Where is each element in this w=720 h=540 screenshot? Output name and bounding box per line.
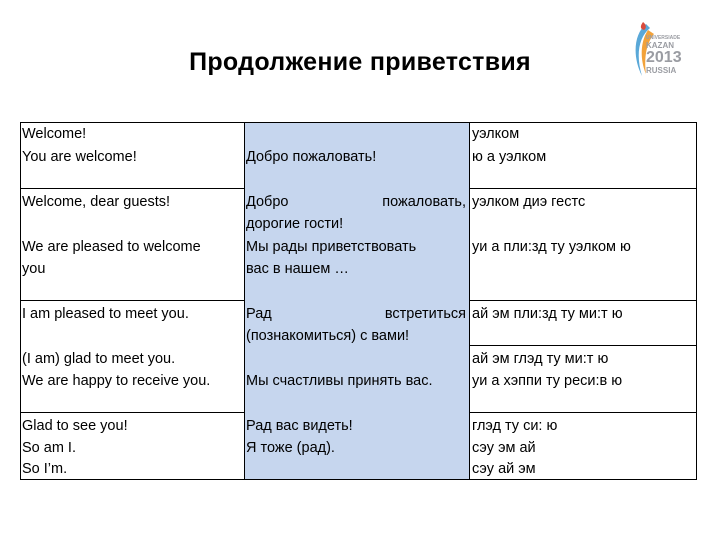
table-cell: глэд ту си: ю [472, 418, 558, 434]
table-cell: ай эм пли:зд ту ми:т ю [472, 306, 623, 322]
table-cell: So I’m. [22, 461, 68, 477]
table-cell [246, 191, 466, 213]
slide-title: Продолжение приветствия [189, 48, 531, 76]
table-cell: We are pleased to welcome [22, 239, 201, 255]
logo-text: UNIVERSIADE KAZAN 2013 RUSSIA [646, 35, 682, 75]
table-cell: уи а хэппи ту реси:в ю [472, 373, 623, 389]
table-cell: вас в нашем … [246, 261, 349, 277]
table-cell: you [22, 261, 46, 277]
table-cell-word: Добро [246, 194, 289, 210]
table-cell-word: пожаловать, [382, 194, 466, 210]
table-cell: уи а пли:зд ту уэлком ю [472, 239, 631, 255]
table-cell: Welcome! [22, 126, 87, 142]
table-cell: (I am) glad to meet you. [22, 351, 176, 367]
table-cell: уэлком диэ гестс [472, 194, 586, 210]
table-cell: ю а уэлком [472, 149, 547, 165]
table-cell: You are welcome! [22, 149, 137, 165]
table-cell: Мы счастливы принять вас. [246, 373, 433, 389]
table-cell: Glad to see you! [22, 418, 128, 434]
table-cell: дорогие гости! [246, 216, 344, 232]
table-cell: (познакомиться) с вами! [246, 328, 410, 344]
table-cell: сэу эм ай [472, 440, 536, 456]
table-cell: Welcome, dear guests! [22, 194, 171, 210]
table-cell: So am I. [22, 440, 76, 456]
phrase-table [20, 122, 697, 480]
table-cell: I am pleased to meet you. [22, 306, 189, 322]
table-cell-word: встретиться [384, 306, 466, 322]
table-cell: Добро пожаловать! [246, 149, 377, 165]
table-cell-word: Рад [246, 306, 272, 322]
table-cell: Я тоже (рад). [246, 440, 335, 456]
table-cell: сэу ай эм [472, 461, 536, 477]
table-cell: Мы рады приветствовать [246, 239, 417, 255]
table-cell: ай эм глэд ту ми:т ю [472, 351, 609, 367]
table-cell: Рад вас видеть! [246, 418, 353, 434]
table-cell [246, 303, 466, 325]
universiade-logo [622, 14, 694, 86]
table-cell: уэлком [472, 126, 520, 142]
table-cell: We are happy to receive you. [22, 373, 211, 389]
